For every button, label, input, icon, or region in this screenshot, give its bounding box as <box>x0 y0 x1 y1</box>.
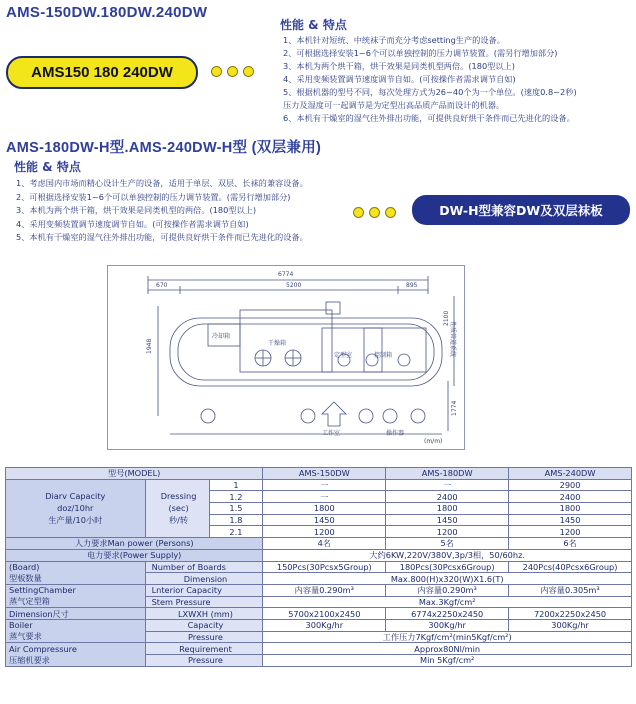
cell: 1450 <box>263 514 386 526</box>
dim-1774: 1774 <box>451 400 458 416</box>
cell: 5700x2100x2450 <box>263 608 386 620</box>
list-item: 4、采用变频装置调节速度调节自如。(可按操作者需求调节自如) <box>283 74 516 84</box>
middle-features-heading: 性能 & 特点 <box>14 160 81 174</box>
sec-cell: 2.1 <box>209 526 263 538</box>
list-item: 3、本机为两个烘干箱，烘干效果是同类机型的两倍。(180型以上) <box>16 205 257 215</box>
chamber-label-en: SettingChamber <box>9 585 76 596</box>
capacity-label-cn: 生产量/10小时 <box>48 515 103 526</box>
air-label <box>6 643 146 666</box>
dim-height-right: 2100 <box>443 310 450 326</box>
list-item: 压力及湿度可一起调节是为定型出高品质产品而设计的机器。 <box>283 100 505 110</box>
sec-cell: 1.8 <box>209 514 263 526</box>
cell: 2400 <box>386 491 509 503</box>
top-model-title: AMS-150DW.180DW.240DW <box>6 4 208 21</box>
cell: 300Kg/hr <box>386 619 509 631</box>
model-180: AMS-180DW <box>386 468 509 480</box>
man-power-label: 人力要求Man power (Persons) <box>6 538 263 550</box>
air-pressure-label: Pressure <box>145 655 263 667</box>
boiler-label-en: Boiler <box>9 620 33 631</box>
cell: 1200 <box>263 526 386 538</box>
cell: 6774x2250x2450 <box>386 608 509 620</box>
dim-unit: LXWXH (mm) <box>145 608 263 620</box>
board-label-cn: 型板数量 <box>9 572 42 583</box>
list-item: 6、本机有干燥室的湿气往外排出功能，可提供良好烘干条件而已先进化的设备。 <box>283 113 575 123</box>
model-240: AMS-240DW <box>509 468 632 480</box>
board-label <box>6 561 146 584</box>
dot-icon <box>211 66 222 77</box>
table-row <box>6 561 632 573</box>
dw-h-badge: DW-H型兼容DW及双层袜板 <box>412 195 630 225</box>
list-item: 1、本机针对短统、中统袜子而充分考虑setting生产的设备。 <box>283 35 505 45</box>
spec-table <box>5 467 632 667</box>
air-label-en: Air Compressure <box>9 643 77 654</box>
table-row <box>6 643 632 655</box>
boiler-pressure-value: 工作压力7Kgf/cm²(min5Kgf/cm²) <box>263 631 632 643</box>
label-pipe-system: 性质管道系统 <box>449 321 456 358</box>
layout-drawing <box>108 266 464 449</box>
chamber-label <box>6 584 146 607</box>
top-model-badge: AMS150 180 240DW <box>6 56 198 89</box>
cell: 1200 <box>509 526 632 538</box>
label-operator: 操作器 <box>386 430 405 437</box>
air-req-label: Requirement <box>145 643 263 655</box>
header-model: 型号(MODEL) <box>6 468 263 480</box>
air-pressure-value: Min 5Kgf/cm² <box>263 655 632 667</box>
dim-total: 6774 <box>278 271 294 278</box>
stem-label: Stem Pressure <box>145 596 263 608</box>
cell: 1450 <box>386 514 509 526</box>
dressing-unit: (sec) <box>168 503 189 514</box>
list-item: 4、采用变频装置调节速度调节自如。(可按操作者需求调节自如) <box>16 218 249 229</box>
cell: 内容量0.290m³ <box>263 584 386 596</box>
cell: 一 <box>263 479 386 491</box>
boiler-pressure-label: Pressure <box>145 631 263 643</box>
cell: 1800 <box>509 503 632 515</box>
dim-left: 670 <box>156 282 168 289</box>
board-label-en: (Board) <box>9 561 40 572</box>
table-row <box>6 549 632 561</box>
power-label: 电力要求(Power Supply) <box>6 549 263 561</box>
cell: 一 <box>386 479 509 491</box>
list-item: 2、可根据选择安装1~6个可以单独控制的压力调节装置。(需另行增加部分) <box>283 48 558 58</box>
table-row <box>6 619 632 631</box>
label-work-room: 工作室 <box>322 430 341 437</box>
dot-icon <box>369 207 380 218</box>
chamber-label-cn: 蒸气定型箱 <box>9 596 50 607</box>
list-item: 5、本机有干燥室的湿气往外排出功能，可提供良好烘干条件而已先进化的设备。 <box>16 232 308 242</box>
cell: 1800 <box>386 503 509 515</box>
middle-features-list <box>16 177 308 245</box>
decorative-dots <box>353 207 396 218</box>
cell: 4名 <box>263 538 386 550</box>
cell: 1200 <box>386 526 509 538</box>
stem-value: Max.3Kgf/cm² <box>263 596 632 608</box>
interior-label: Lnterior Capacity <box>145 584 263 596</box>
machine-layout-diagram <box>107 265 465 450</box>
label-cold-box: 冷却箱 <box>212 333 231 340</box>
list-item: 2、可根据选择安装1~6个可以单独控制的压力调节装置。(需另行增加部分) <box>16 191 291 202</box>
middle-model-title: AMS-180DW-H型.AMS-240DW-H型 (双层兼用) <box>6 140 322 156</box>
boiler-label <box>6 619 146 642</box>
label-dry-box: 干燥箱 <box>268 340 287 347</box>
cell: 7200x2250x2450 <box>509 608 632 620</box>
label-control-box: 控制箱 <box>374 352 393 359</box>
power-value: 大约6KW,220V/380V,3p/3相，50/60hz. <box>263 549 632 561</box>
top-features-list <box>283 34 577 125</box>
dot-icon <box>385 207 396 218</box>
cell: 内容量0.305m³ <box>509 584 632 596</box>
dressing-label <box>145 479 209 537</box>
capacity-label <box>6 479 146 537</box>
capacity-label-unit: doz/10hr <box>57 503 94 514</box>
cell: 1450 <box>509 514 632 526</box>
dimension-value: Max.800(H)x320(W)X1.6(T) <box>263 573 632 585</box>
sec-cell: 1.2 <box>209 491 263 503</box>
dressing-cn: 秒/转 <box>168 515 189 526</box>
air-label-cn: 压缩机要求 <box>9 654 50 665</box>
cell: 1800 <box>263 503 386 515</box>
table-row <box>6 538 632 550</box>
cell: 300Kg/hr <box>263 619 386 631</box>
boiler-capacity-label: Capacity <box>145 619 263 631</box>
table-row <box>6 468 632 480</box>
label-setting-room: 定型室 <box>334 352 353 359</box>
air-req-value: Approx80Nl/min <box>263 643 632 655</box>
dressing-label-text: Dressing <box>160 491 197 502</box>
cell: 300Kg/hr <box>509 619 632 631</box>
dimension-label: Dimension <box>145 573 263 585</box>
cell: 6名 <box>509 538 632 550</box>
table-row <box>6 479 632 491</box>
boiler-label-cn: 蒸气要求 <box>9 631 42 642</box>
cell: 5名 <box>386 538 509 550</box>
dot-icon <box>353 207 364 218</box>
dim-label: Dimension尺寸 <box>6 608 146 620</box>
cell: 2900 <box>509 479 632 491</box>
decorative-dots <box>211 66 254 77</box>
sec-cell: 1 <box>209 479 263 491</box>
dot-icon <box>243 66 254 77</box>
table-row <box>6 608 632 620</box>
cell: 内容量0.290m³ <box>386 584 509 596</box>
num-boards-label: Number of Boards <box>145 561 263 573</box>
dim-mid: 5200 <box>286 282 302 289</box>
unit-label: (m/m) <box>424 438 443 445</box>
capacity-label-en: Diarv Capacity <box>45 491 106 502</box>
dim-right: 895 <box>406 282 418 289</box>
top-features-heading: 性能 & 特点 <box>280 18 347 32</box>
list-item: 3、本机为两个烘干箱，烘干效果是同类机型两倍。(180型以上) <box>283 61 515 71</box>
dot-icon <box>227 66 238 77</box>
cell: 150Pcs(30Pcsx5Group) <box>263 561 386 573</box>
model-150: AMS-150DW <box>263 468 386 480</box>
cell: 一 <box>263 491 386 503</box>
table-row <box>6 584 632 596</box>
cell: 180Pcs(30Pcsx6Group) <box>386 561 509 573</box>
sec-cell: 1.5 <box>209 503 263 515</box>
list-item: 1、考虑国内市场而精心设计生产的设备，适用于单层、双层、长袜的兼容设备。 <box>16 178 308 188</box>
cell: 240Pcs(40Pcsx6Group) <box>509 561 632 573</box>
list-item: 5、根据机器的型号不同，每次处理方式为26~40个为一个单位。(速度0.8~2秒) <box>283 87 577 97</box>
dim-height-left: 1948 <box>146 338 153 354</box>
cell: 2400 <box>509 491 632 503</box>
